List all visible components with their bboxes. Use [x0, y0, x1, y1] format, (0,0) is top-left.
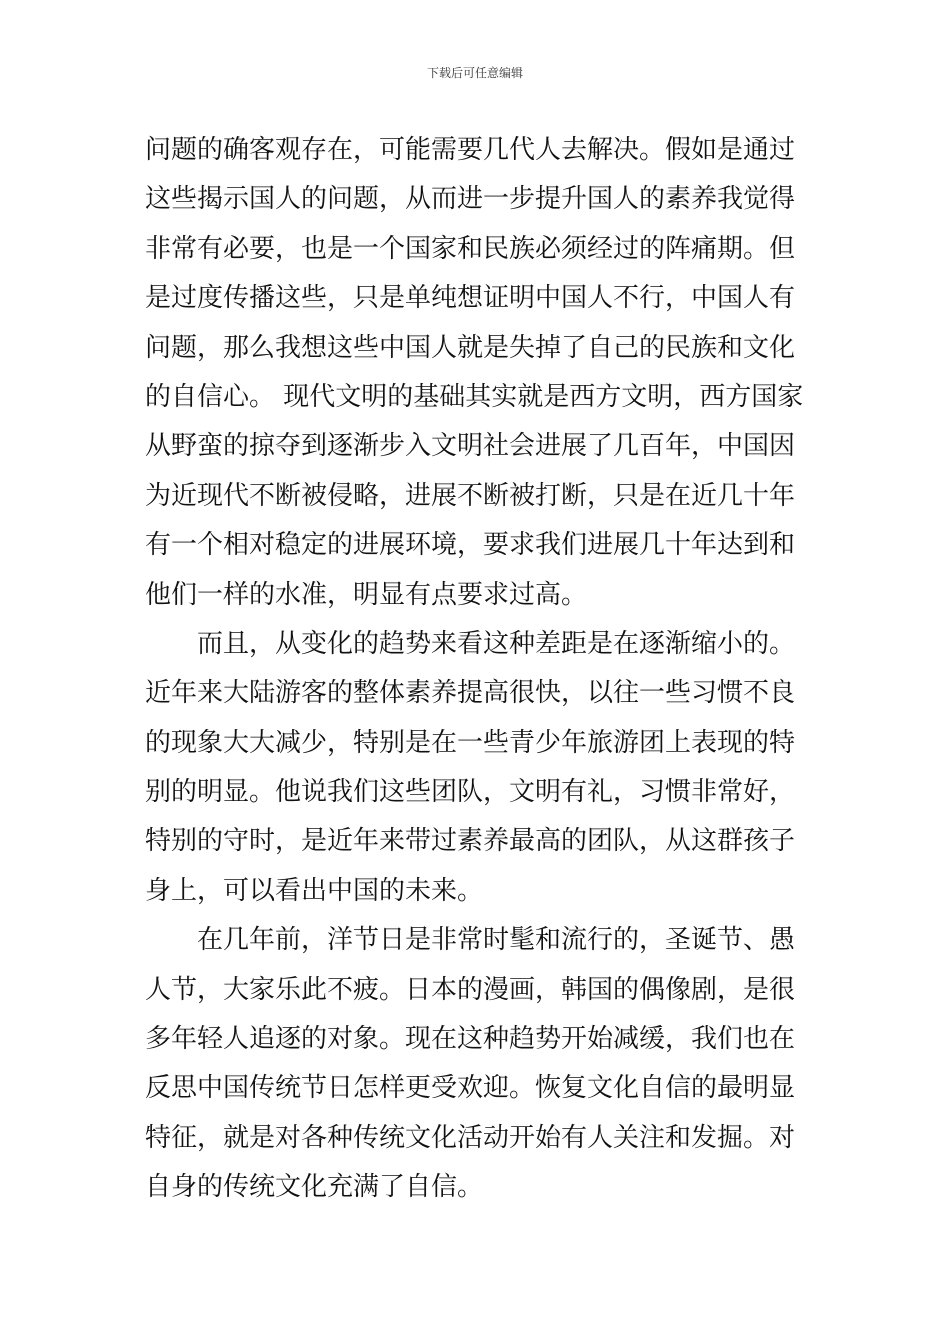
text-line: 身上，可以看出中国的未来。	[145, 875, 484, 906]
document-body	[145, 126, 810, 1213]
text-line: 多年轻人追逐的对象。现在这种趋势开始减缓，我们也在	[145, 1024, 796, 1055]
text-line: 问题的确客观存在，可能需要几代人去解决。假如是通过	[145, 135, 796, 165]
text-line: 问题，那么我想这些中国人就是失掉了自己的民族和文化	[145, 332, 796, 363]
text-line: 是过度传播这些，只是单纯想证明中国人不行，中国人有	[145, 283, 796, 314]
text-line: 别的明显。他说我们这些团队，文明有礼，习惯非常好，	[145, 777, 796, 808]
text-line: 的现象大大减少，特别是在一些青少年旅游团上表现的特	[145, 727, 796, 758]
text-line: 特征，就是对各种传统文化活动开始有人关注和发掘。对	[145, 1122, 796, 1153]
text-line: 这些揭示国人的问题，从而进一步提升国人的素养我觉得	[145, 184, 796, 215]
text-line: 非常有必要，也是一个国家和民族必须经过的阵痛期。但	[145, 233, 796, 264]
text-line: 特别的守时，是近年来带过素养最高的团队，从这群孩子	[145, 826, 796, 857]
text-line: 为近现代不断被侵略，进展不断被打断，只是在近几十年	[145, 480, 796, 511]
text-line: 近年来大陆游客的整体素养提高很快，以往一些习惯不良	[145, 678, 796, 709]
text-line: 的自信心。 现代文明的基础其实就是西方文明，西方国家	[145, 381, 804, 412]
text-line: 人节，大家乐此不疲。日本的漫画，韩国的偶像剧，是很	[145, 974, 796, 1005]
text-line: 他们一样的水准，明显有点要求过高。	[145, 579, 588, 610]
text-line: 在几年前，洋节日是非常时髦和流行的，圣诞节、愚	[197, 925, 796, 956]
text-line: 自身的传统文化充满了自信。	[145, 1172, 484, 1203]
text-line: 反思中国传统节日怎样更受欢迎。恢复文化自信的最明显	[145, 1073, 796, 1104]
page-header: 下载后可任意编辑	[426, 66, 523, 80]
text-line: 有一个相对稳定的进展环境，要求我们进展几十年达到和	[145, 530, 796, 561]
text-line: 而且，从变化的趋势来看这种差距是在逐渐缩小的。	[197, 628, 796, 659]
text-line: 从野蛮的掠夺到逐渐步入文明社会进展了几百年，中国因	[145, 431, 796, 462]
